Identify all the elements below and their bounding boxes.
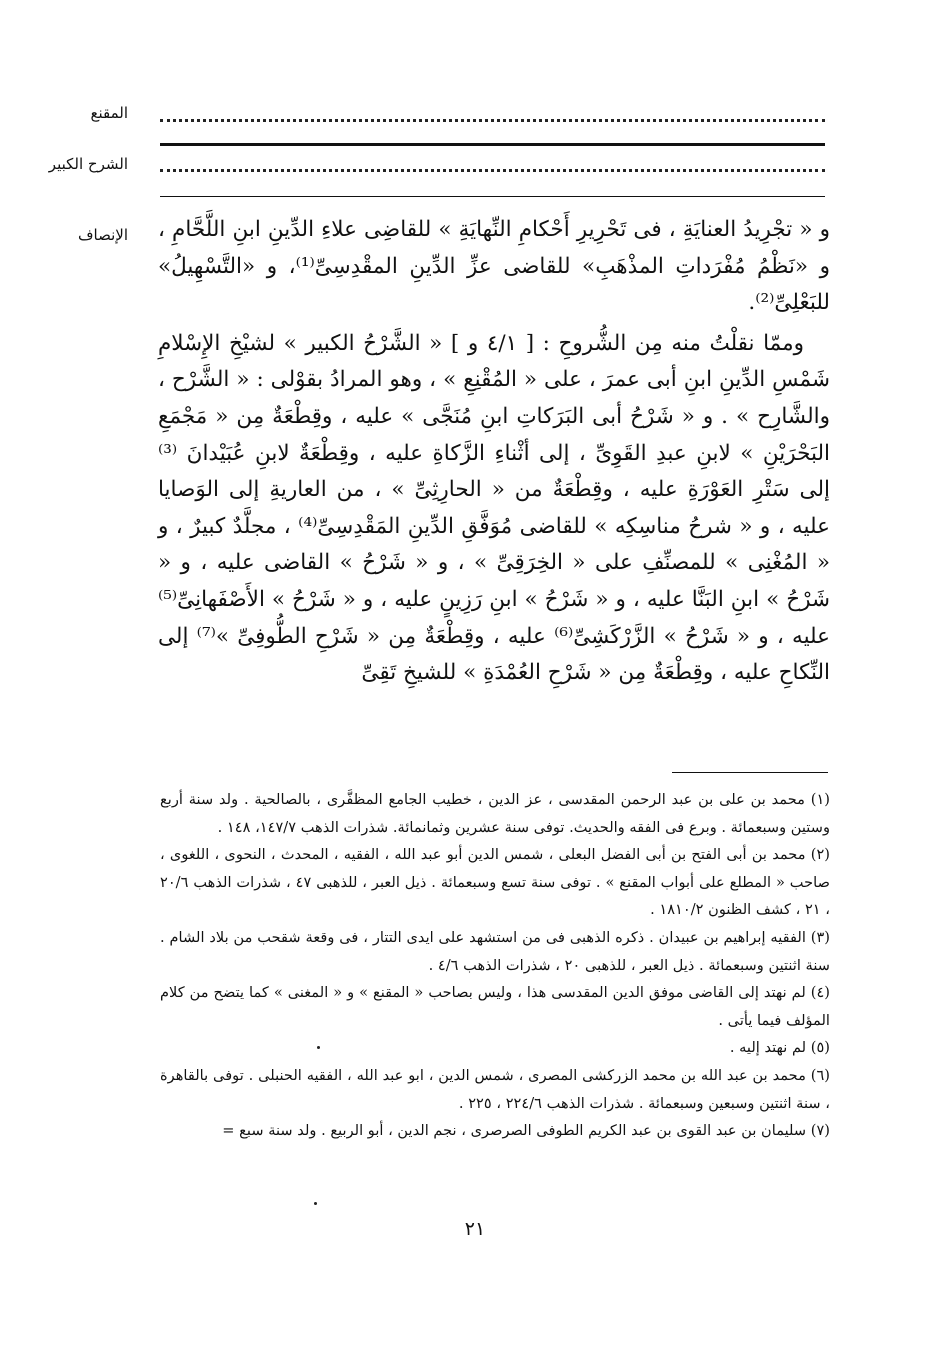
footnote-6: (٦) محمد بن عبد الله بن محمد الزركشى المصرى ، شمس الدين ، ابو عبد الله ، الفقيه الحنبلى . توفى بالقاهرة ، سنة اثنتين وسبعين وسبعمائة . شذرات الذهب ٢٢٤/٦ ، ٢٢٥ .: [160, 1066, 830, 1112]
header-thin-rule: [160, 196, 825, 197]
footnote-7: (٧) سليمان بن عبد القوى بن عبد الكريم الطوفى الصرصرى ، نجم الدين ، أبو الربيع . ولد سنة سبع =: [222, 1122, 830, 1140]
section-label-insaf: الإنصاف: [77, 226, 128, 244]
footnotes: [160, 786, 830, 1145]
body-paragraph-1: و « تجْرِيدُ العنايَةِ ، فى تَحْرِيرِ أَحْكامِ النِّهايَةِ » للقاضِى علاءِ الدِّينِ ابنِ اللَّحَّامِ ، و «نَظْمُ مُفْرَداتِ المذْهَبِ» للقاضى عزِّ الدِّينِ المقْدِسِىِّ⁽¹⁾، و «التَّسْهِيلُ» للبَعْلِىِّ⁽²⁾.: [158, 217, 830, 316]
body-paragraph-2: وممّا نقلْتُ منه مِن الشُّروحِ : [ ٤/١ و ] « الشَّرْحُ الكبير » لشيْخِ الإِسْلامِ شَمْسِ الدِّينِ ابنِ أبى عمرَ ، على « المُقْنِعِ » ، وهو المرادُ بقوْلى : « الشَّرْح ، والشَّارِح » . و « شَرْحُ أبى البَرَكاتِ ابنِ مُنَجَّى » عليه ، وقِطْعَةٌ مِن « مَجْمَعِ البَحْرَيْنِ » لابنِ عبدِ القَوِىِّ ، إلى أثْناءِ الزَّكاةِ عليه ، وقِطْعَةٌ لابنِ عُبَيْدانَ ⁽³⁾ إلى سَتْرِ العَوْرَةِ عليه ، وقِطْعَةٌ من « الحارِثِىِّ » ، من العاريةِ إلى الوَصايا عليه ، و « شرحُ مناسِكِه » للقاضى مُوَفَّقِ الدِّينِ المَقْدِسِىِّ⁽⁴⁾ ، مجلَّدٌ كبيرٌ ، و « المُغْنِى » للمصنِّفِ على « الخِرَقِىِّ » ، و « شَرْحُ » القاضى عليه ، و « شَرْحُ » ابنِ البَنَّا عليه ، و « شَرْحُ » ابنِ رَزِينٍ عليه ، و « شَرْحُ » الأَصْفَهانِىِّ⁽⁵⁾ عليه ، و « شَرْحُ » الزَّرْكَشِىِّ⁽⁶⁾ عليه ، وقِطْعَةٌ مِن « شَرْحِ الطُّوفِىِّ »⁽⁷⁾ إلى النِّكاحِ عليه ، وقِطْعَةٌ مِن « شَرْحِ العُمْدَةِ » للشيخِ تَقِىِّ: [158, 330, 830, 686]
header-separator-rule: [160, 143, 825, 146]
footnote-1: (١) محمد بن على بن عبد الرحمن المقدسى ، عز الدين ، خطيب الجامع المظفَّرى ، بالصالحية . ولد سنة أربع وستين وسبعمائة . وبرع فى الفقه والحديث. توفى سنة عشرين وثمانمائة. شذرات الذهب ١٤٧/٧، ١٤٨ .: [160, 791, 830, 836]
footnote-4: (٤) لم نهتد إلى القاضى موفق الدين المقدسى هذا ، وليس بصاحب « المقنع » و « المغنى » كما يتضح من كلام المؤلف فيما يأتى .: [160, 984, 830, 1029]
section-label-sharh-kabir: الشرح الكبير: [48, 155, 128, 173]
footnote-5: (٥) لم نهتد إليه .: [729, 1039, 830, 1057]
footnote-3: (٣) الفقيه إبراهيم بن عبيدان . ذكره الذهبى فى من استشهد على ايدى التتار ، فى وقعة شقحب من بلاد الشام . سنة اثنتين وسبعمائة . ذيل العبر ، للذهبى ٢٠ ، شذرات الذهب ٤/٦ .: [160, 928, 830, 974]
footnote-separator-rule: [672, 772, 828, 773]
page-number: ٢١: [464, 1218, 486, 1240]
scan-speck: [314, 1202, 317, 1205]
main-body-text: [158, 212, 830, 692]
section-label-muqni: المقنع: [90, 104, 128, 122]
dotted-placeholder-muqni: [160, 119, 825, 125]
scan-speck: [317, 1046, 320, 1049]
dotted-placeholder-sharh-kabir: [160, 169, 825, 175]
footnote-2: (٢) محمد بن أبى الفتح بن أبى الفضل البعلى ، شمس الدين أبو عبد الله ، الفقيه ، المحدث ، النحوى ، اللغوى ، صاحب « المطلع على أبواب المقنع » . توفى سنة تسع وسبعمائة . ذيل العبر ، للذهبى ٤٧ ، شذرات الذهب ٢٠/٦ ، ٢١ ، كشف الظنون ١٨١٠/٢ .: [160, 846, 830, 919]
